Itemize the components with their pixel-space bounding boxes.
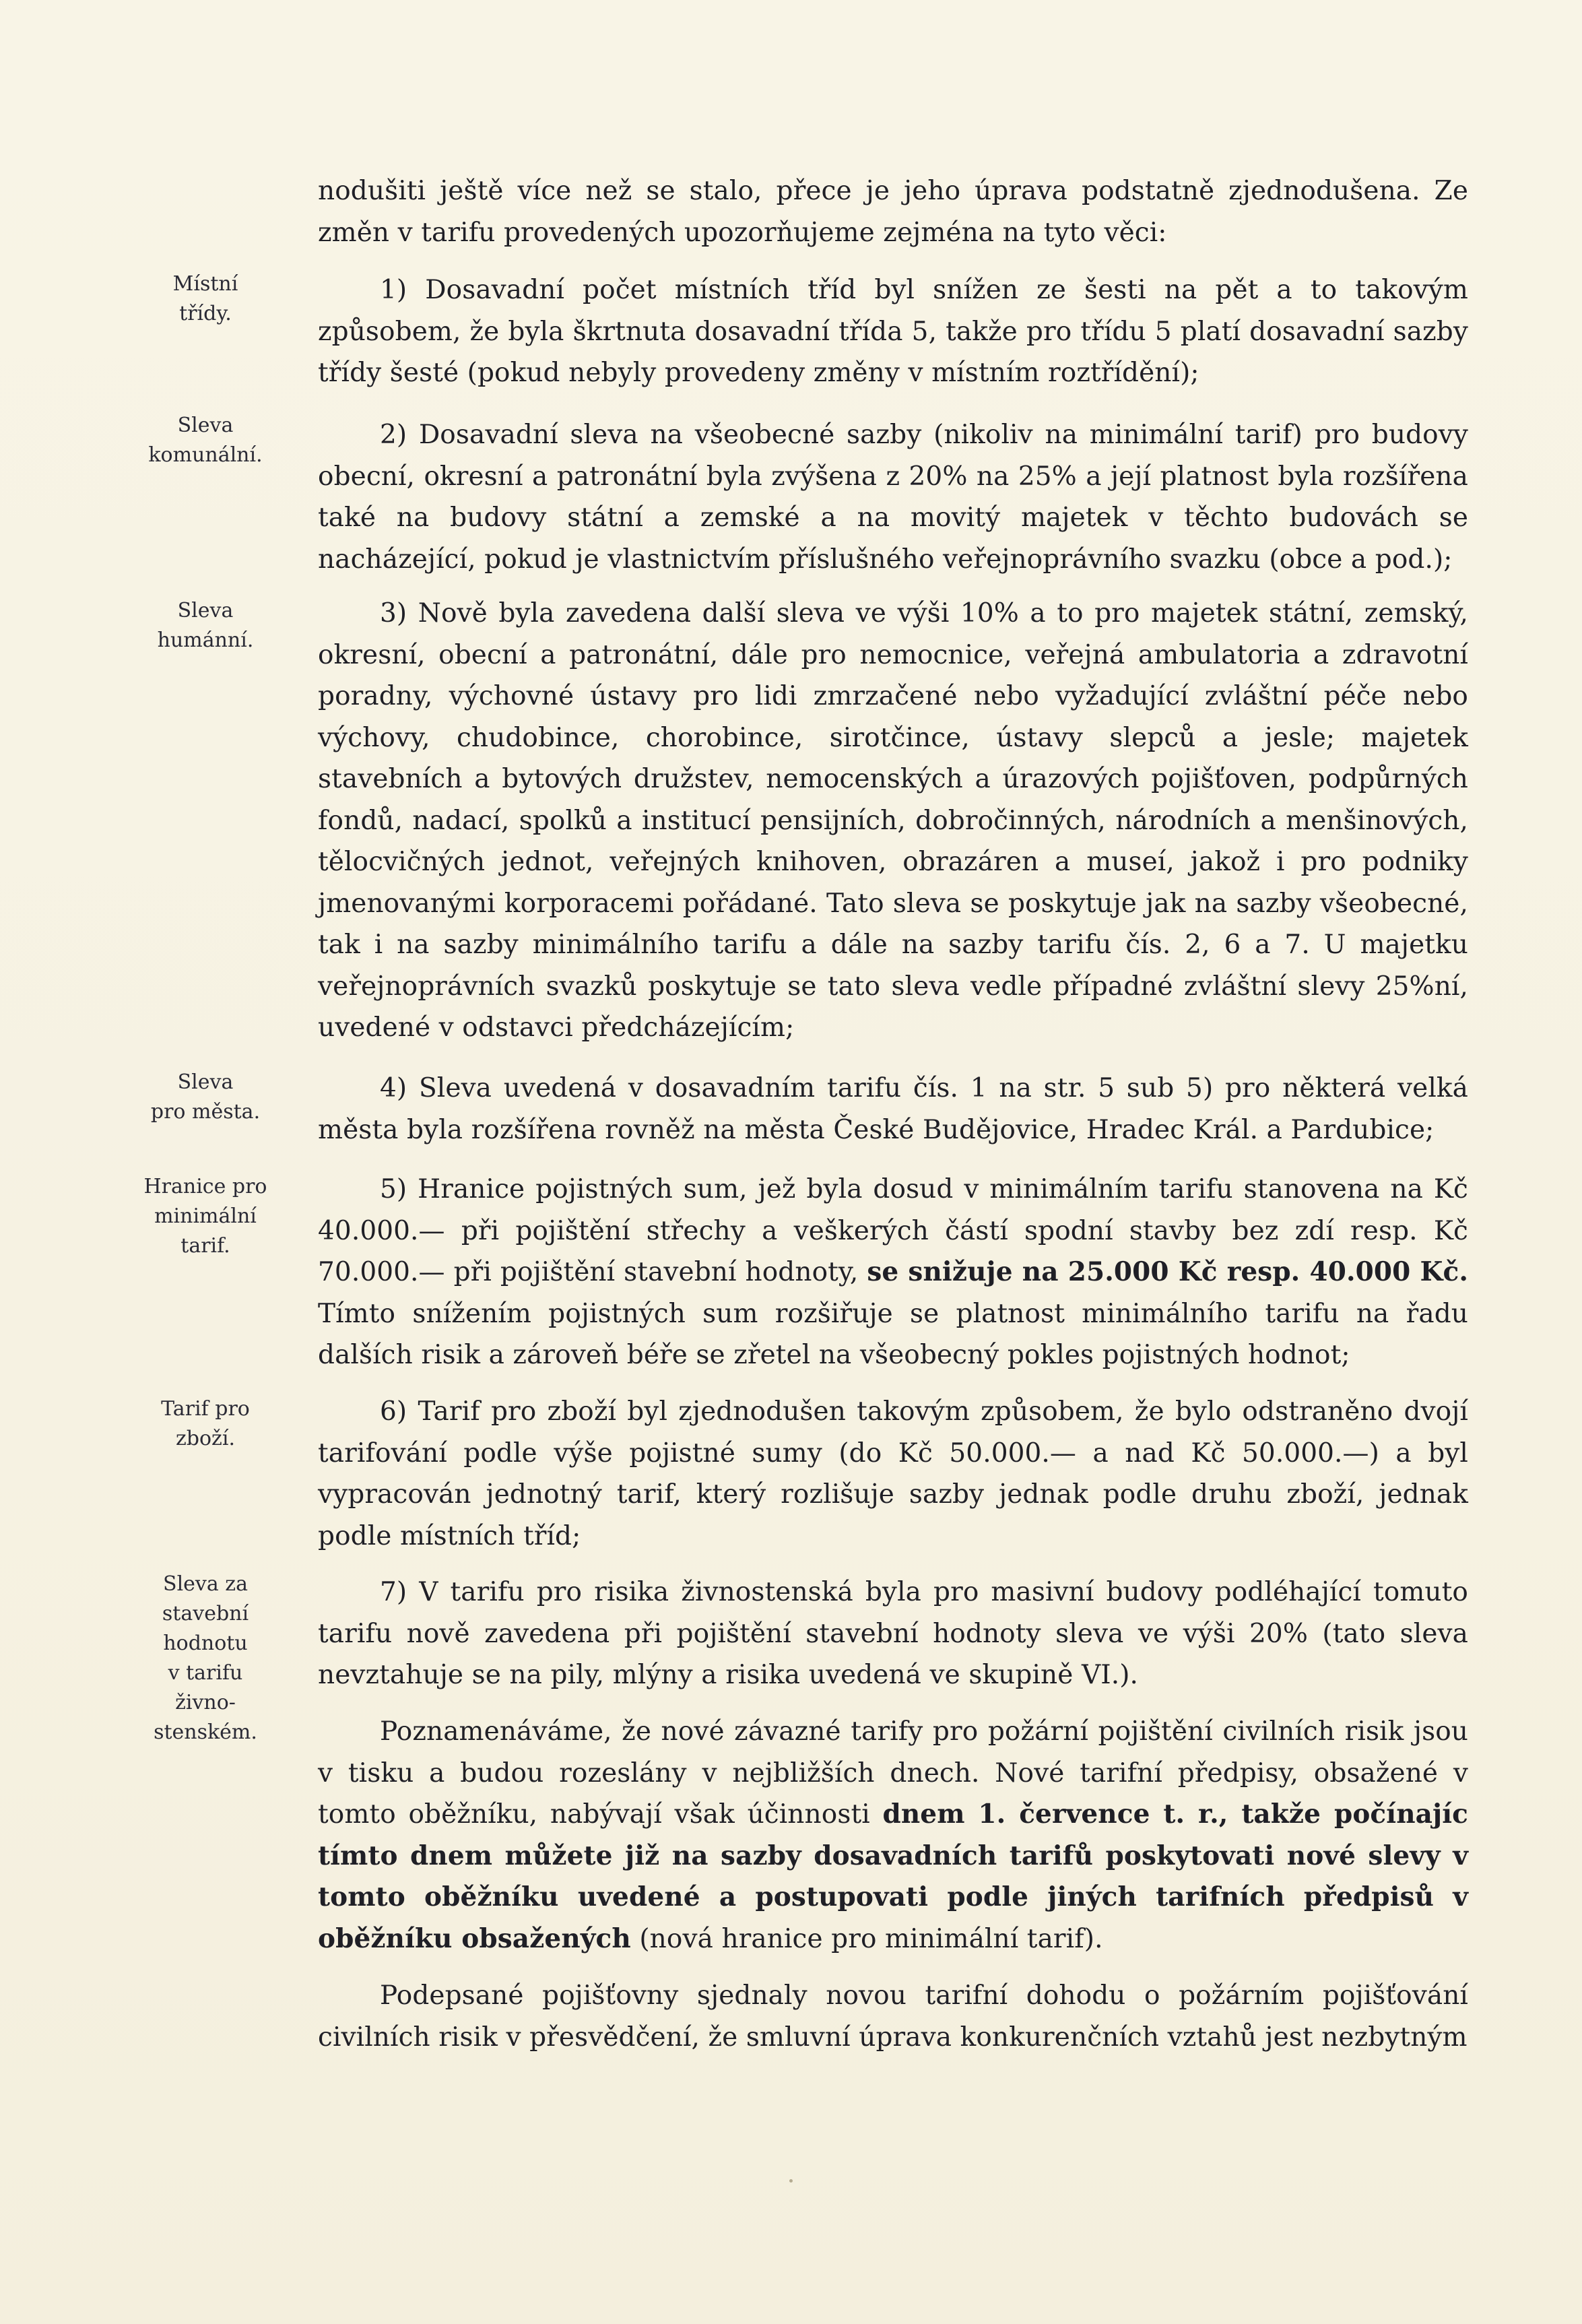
margin-note-mistni-tridy [128, 269, 283, 329]
margin-note-line: pro města. [150, 1100, 261, 1124]
paragraph-5-bold: se snižuje na 25.000 Kč resp. 40.000 Kč. [867, 1256, 1468, 1287]
paragraph-6-block [318, 1391, 1468, 1557]
margin-note-line: Tarif pro [161, 1397, 250, 1421]
paragraph-5-text-c: Tímto snížením pojistných sum rozšiřuje se platnost minimálního tarifu na řadu dalších risik a zároveň béře se zřetel na všeobecný pokles pojistných hodnot; [318, 1298, 1468, 1370]
margin-note-line: tarif. [180, 1234, 230, 1258]
paragraph-item-7: 7) V tarifu pro risika živnostenská byla pro masivní budovy podléhající tomuto tarifu nově zavedena při pojištění stavební hodnoty sleva ve výši 20% (tato sleva nevztahuje se na pily, mlýny a risika uvedená ve skupině VI.). [318, 1577, 1468, 1690]
paragraph-1-block [318, 269, 1468, 394]
paragraph-intro: nodušiti ještě více než se stalo, přece je jeho úprava podstatně zjednodušena. Ze změn v tarifu provedených upozorňujeme zejména na tyto věci: [318, 176, 1468, 248]
paragraph-8-text-c: (nová hranice pro minimální tarif). [630, 1923, 1103, 1954]
paragraph-9-block [318, 1975, 1468, 2058]
paragraph-7-block [318, 1572, 1468, 1696]
margin-note-line: minimální [154, 1204, 257, 1228]
margin-note-line: v tarifu [168, 1661, 243, 1685]
margin-note-line: stenském. [154, 1720, 257, 1744]
margin-note-line: Sleva [177, 414, 234, 437]
margin-note-line: Sleva [177, 1070, 234, 1094]
paragraph-8-block [318, 1711, 1468, 1960]
margin-note-line: Hranice pro [143, 1175, 267, 1198]
margin-note-line: Sleva [177, 599, 234, 622]
paragraph-item-3: 3) Nově byla zavedena další sleva ve výši 10% a to pro majetek státní, zemský, okresní, obecní a patronátní, dále pro nemocnice, veřejná ambulatoria a zdravotní poradny, výchovné ústavy pro lidi zmrzačené nebo vyžadující zvláštní péče nebo výchovy, chudobince, chorobince, sirotčince, ústavy slepců a jesle; majetek stavebních a bytových družstev, nemocenských a úrazových pojišťoven, podpůrných fondů, nadací, spolků a institucí pensijních, dobročinných, národních a menšinových, tělocvičných jednot, veřejných knihoven, obrazáren a museí, jakož i pro podniky jmenovanými korporacemi pořádané. Tato sleva se poskytuje jak na sazby všeobecné, tak i na sazby minimálního tarifu a dále na sazby tarifu čís. 2, 6 a 7. U majetku veřejnoprávních svazků poskytuje se tato sleva vedle případné zvláštní slevy 25%ní, uvedené v odstavci předcházejícím; [318, 598, 1468, 1043]
paragraph-8-text-a: Poznamenáváme, že nové závazné tarify pro požární pojištění civilních risik jsou v tisku a budou rozeslány v nejbližších dnech. Nové tarifní předpisy, obsažené v tomto oběžníku, nabývají však účinnosti [318, 1716, 1468, 1830]
margin-note-line: živno- [175, 1691, 236, 1714]
margin-note-line: komunální. [148, 443, 263, 467]
paragraph-item-5 [318, 1169, 1468, 1376]
paragraph-5-text-a: 5) Hranice pojistných sum, jež byla dosud v minimálním tarifu stanovena na Kč 40.000.— při pojištění střechy a veškerých částí spodní stavby bez zdí resp. Kč 70.000.— při pojištění stavební hodnoty, [318, 1174, 1468, 1287]
margin-note-line: stavební [162, 1602, 249, 1625]
margin-note-line: humánní. [157, 628, 254, 652]
margin-note-sleva-stavebni-hodnota [128, 1570, 283, 1747]
paragraph-3-block [318, 593, 1468, 1049]
paragraph-item-6: 6) Tarif pro zboží byl zjednodušen takovým způsobem, že bylo odstraněno dvojí tarifování podle výše pojistné sumy (do Kč 50.000.— a nad Kč 50.000.—) a byl vypracován jednotný tarif, který rozlišuje sazby jednak podle druhu zboží, jednak podle místních tříd; [318, 1396, 1468, 1551]
margin-note-tarif-pro-zbozi [128, 1394, 283, 1454]
margin-note-line: třídy. [179, 302, 232, 325]
margin-note-line: hodnotu [163, 1632, 248, 1655]
margin-note-line: Místní [172, 272, 238, 296]
paragraph-item-2: 2) Dosavadní sleva na všeobecné sazby (nikoliv na minimální tarif) pro budovy obecní, okresní a patronátní byla zvýšena z 20% na 25% a její platnost byla rozšířena také na budovy státní a zemské a na movitý majetek v těchto budovách se nacházející, pokud je vlastnictvím příslušného veřejnoprávního svazku (obce a pod.); [318, 420, 1468, 575]
margin-note-hranice-minimalni-tarif [128, 1172, 283, 1261]
paragraph-item-4: 4) Sleva uvedená v dosavadním tarifu čís. 1 na str. 5 sub 5) pro některá velká města byla rozšířena rovněž na města České Budějovice, Hradec Král. a Pardubice; [318, 1073, 1468, 1145]
paragraph-4-block [318, 1068, 1468, 1151]
margin-note-sleva-humanni [128, 596, 283, 655]
margin-note-sleva-komunalni [128, 411, 283, 470]
margin-note-sleva-pro-mesta [128, 1068, 283, 1127]
paragraph-intro-block [318, 170, 1468, 253]
margin-note-line: zboží. [175, 1427, 235, 1450]
paragraph-item-1: 1) Dosavadní počet místních tříd byl snížen ze šesti na pět a to takovým způsobem, že byla škrtnuta dosavadní třída 5, takže pro třídu 5 platí dosavadní sazby třídy šesté (pokud nebyly provedeny změny v místním roztřídění); [318, 275, 1468, 388]
paragraph-2-block [318, 414, 1468, 580]
paragraph-notice [318, 1711, 1468, 1960]
paragraph-5-block [318, 1169, 1468, 1376]
paragraph-closing: Podepsané pojišťovny sjednaly novou tarifní dohodu o požárním pojišťování civilních risik v přesvědčení, že smluvní úprava konkurenčních vztahů jest nezbytným [318, 1980, 1468, 2053]
margin-note-line: Sleva za [163, 1572, 248, 1596]
paragraph-8-bold: dnem 1. července t. r., takže počínajíc tímto dnem můžete již na sazby dosavadních tarifů poskytovati nové slevy v tomto oběžníku uvedené a postupovati podle jiných tarifních předpisů v oběžníku obsažených [318, 1799, 1468, 1954]
paper-speck [789, 2179, 793, 2183]
